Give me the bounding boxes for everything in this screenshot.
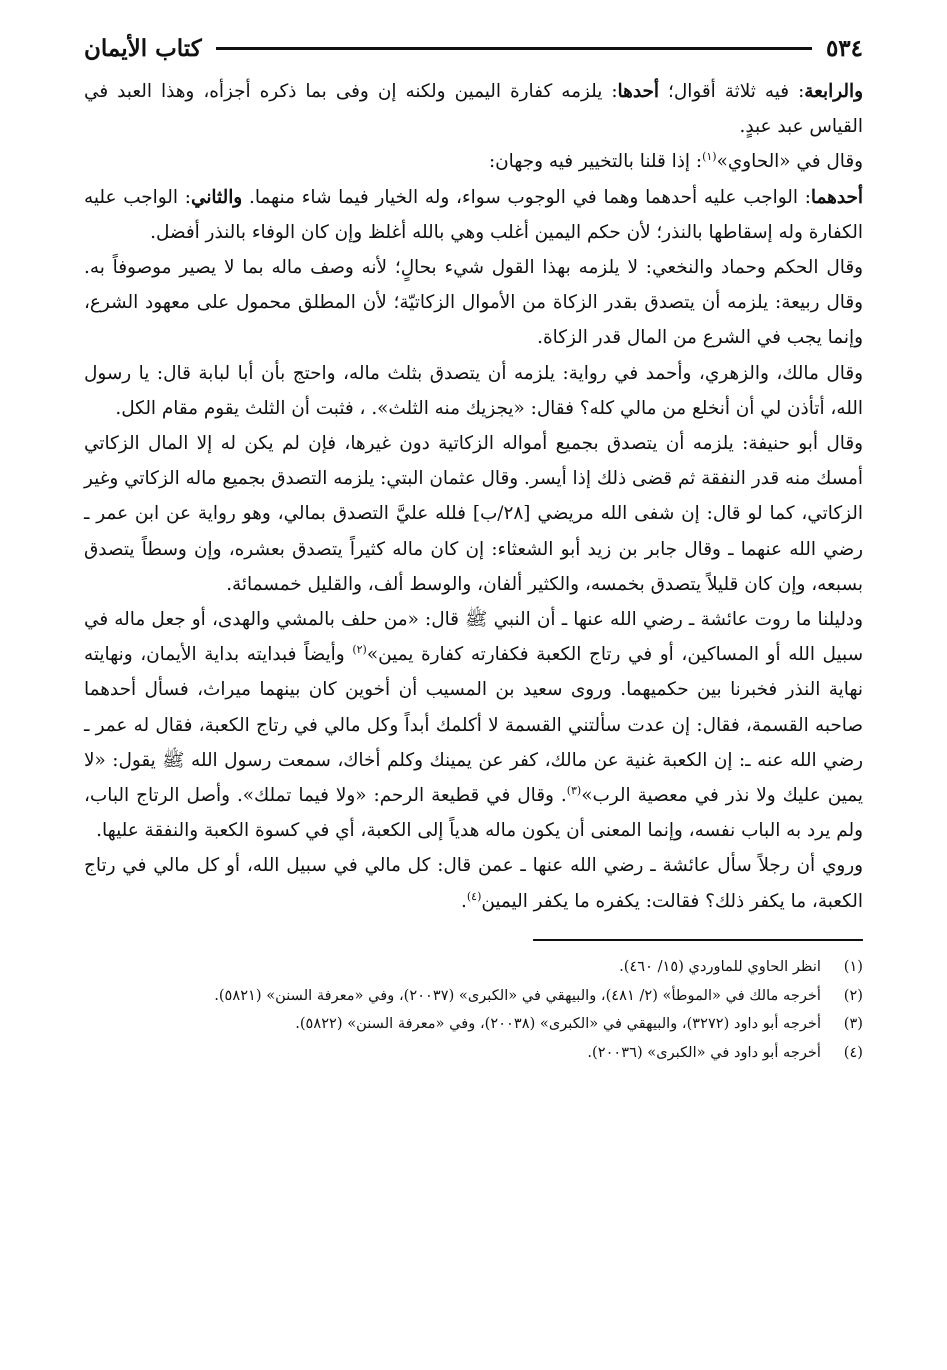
footnote-ref[interactable]: (٢) — [352, 643, 367, 657]
paragraph — [84, 848, 863, 918]
paragraph-text: وأيضاً فبدايته بداية الأيمان، ونهايته نهاية النذر فخبرنا بين حكميهما. وروى سعيد بن المسيب أن أخوين كان بينهما ميراث، فسأل أحدهما صاحبه القسمة، فقال: إن عدت سألتني القسمة لا أكلمك أبداً وكل مالي في رتاج الكعبة، فقال له عمر ـ رضي الله عنه ـ: إن الكعبة غنية عن مالك، كفر عن يمينك وكلم أخاك، سمعت رسول الله ﷺ يقول: «لا يمين عليك ولا نذر في معصية الرب» — [84, 644, 863, 807]
footnote-number: (٤) — [843, 1044, 863, 1062]
footnote-ref[interactable]: (٣) — [566, 783, 582, 797]
keyword: أحدهما — [810, 186, 863, 208]
footnote — [84, 984, 863, 1009]
keyword: والرابعة — [804, 81, 863, 102]
page-header — [84, 28, 863, 68]
footnote-number: (٢) — [843, 986, 863, 1004]
footnote-number: (١) — [843, 957, 863, 975]
footnote-ref[interactable]: (١) — [702, 150, 717, 164]
keyword: أحدها — [617, 81, 659, 102]
footnote-text: أخرجه أبو داود (٣٢٧٢)، والبيهقي في «الكبرى» (٢٠٠٣٨)، وفي «معرفة السنن» (٥٨٢٢). — [295, 1015, 821, 1033]
paragraph-text: وقال في «الحاوي» — [716, 151, 863, 173]
footnote-text: أخرجه أبو داود في «الكبرى» (٢٠٠٣٦). — [587, 1044, 821, 1062]
paragraph — [84, 74, 863, 144]
footnotes — [84, 955, 863, 1066]
footnote-separator — [533, 939, 863, 941]
paragraph-text: وروي أن رجلاً سأل عائشة ـ رضي الله عنها ـ عمن قال: كل مالي في سبيل الله، أو كل مالي في رتاج الكعبة، ما يكفر ذلك؟ فقالت: يكفره ما يكفر اليمين — [84, 855, 863, 912]
paragraph-text: وقال أبو حنيفة: يلزمه أن يتصدق بجميع أمواله الزكاتية دون غيرها، فإن لم يكن له إلا المال الزكاتي أمسك منه قدر النفقة ثم قضى ذلك إذا أيسر. وقال عثمان البتي: يلزمه التصدق بجميع ماله الزكاتي وغير الزكاتي، كما لو قال: إن شفى الله مريضي [٢٨/ب] فلله عليَّ التصدق بمالي، وهو رواية عن ابن عمر ـ رضي الله عنهما ـ وقال جابر بن زيد أبو الشعثاء: إن كان ماله كثيراً يتصدق بعشره، وإن وسطاً يتصدق بسبعه، وإن كان قليلاً يتصدق بخمسه، والكثير ألفان، والوسط ألف، والقليل خمسمائة. — [84, 433, 863, 595]
paragraph-text: وقال الحكم وحماد والنخعي: لا يلزمه بهذا القول شيء بحالٍ؛ لأنه وصف ماله بما لا يصير موصوفاً به. وقال ربيعة: يلزمه أن يتصدق بقدر الزكاة من الأموال الزكاتيّة؛ لأن المطلق محمول على معهود الشرع، وإنما يجب في الشرع من المال قدر الزكاة. — [84, 257, 863, 349]
footnote-ref[interactable]: (٤) — [466, 889, 482, 903]
footnote-number: (٣) — [843, 1015, 863, 1033]
paragraph — [84, 356, 863, 426]
footnote-text: انظر الحاوي للماوردي (١٥/ ٤٦٠). — [619, 957, 821, 975]
paragraph — [84, 602, 863, 848]
paragraph-text: . — [461, 890, 467, 912]
main-text — [84, 74, 863, 919]
paragraph — [84, 426, 863, 602]
footnote — [84, 955, 863, 980]
footnote-text: أخرجه مالك في «الموطأ» (٢/ ٤٨١)، والبيهقي في «الكبرى» (٢٠٠٣٧)، وفي «معرفة السنن» (٥٨٢١). — [214, 986, 821, 1004]
paragraph — [84, 180, 863, 250]
page-number: ٥٣٤ — [825, 34, 863, 62]
paragraph-text: وقال مالك، والزهري، وأحمد في رواية: يلزمه أن يتصدق بثلث ماله، واحتج بأن أبا لبابة قال: يا رسول الله، أتأذن لي أن أنخلع من مالي كله؟ فقال: «يجزيك منه الثلث». ، فثبت أن الثلث يقوم مقام الكل. — [84, 362, 863, 419]
paragraph-text: . وقال في قطيعة الرحم: «ولا فيما تملك». وأصل الرتاج الباب، ولم يرد به الباب نفسه، وإنما المعنى أن يكون ماله هدياً إلى الكعبة، أي في كسوة الكعبة والنفقة عليها. — [84, 785, 863, 842]
header-rule — [216, 47, 812, 50]
paragraph-text: : الواجب عليه أحدهما وهما في الوجوب سواء، وله الخيار فيما شاء منهما. — [242, 186, 811, 208]
paragraph-text: : فيه ثلاثة أقوال؛ — [658, 81, 805, 102]
paragraph-text: ودليلنا ما روت عائشة ـ رضي الله عنها ـ أن النبي ﷺ قال: «من حلف بالمشي والهدى، أو جعل ماله في سبيل الله أو المساكين، أو في رتاج الكعبة فكفارته كفارة يمين» — [84, 609, 863, 666]
paragraph-text: : الواجب عليه الكفارة وله إسقاطها بالنذر؛ لأن حكم اليمين أغلب وهي بالله أغلظ وإن كان الوفاء بالنذر أفضل. — [84, 186, 863, 243]
footnote — [84, 1041, 863, 1066]
paragraph-text: : إذا قلنا بالتخيير فيه وجهان: — [488, 151, 703, 173]
footnote — [84, 1012, 863, 1037]
paragraph — [84, 250, 863, 356]
page-title: كتاب الأيمان — [84, 34, 202, 62]
keyword: والثاني — [190, 186, 243, 208]
paragraph — [84, 144, 863, 179]
paragraph-text: : يلزمه كفارة اليمين ولكنه إن وفى بما ذكره أجزأه، وهذا العبد في القياس عبد عبدٍ. — [84, 81, 863, 138]
